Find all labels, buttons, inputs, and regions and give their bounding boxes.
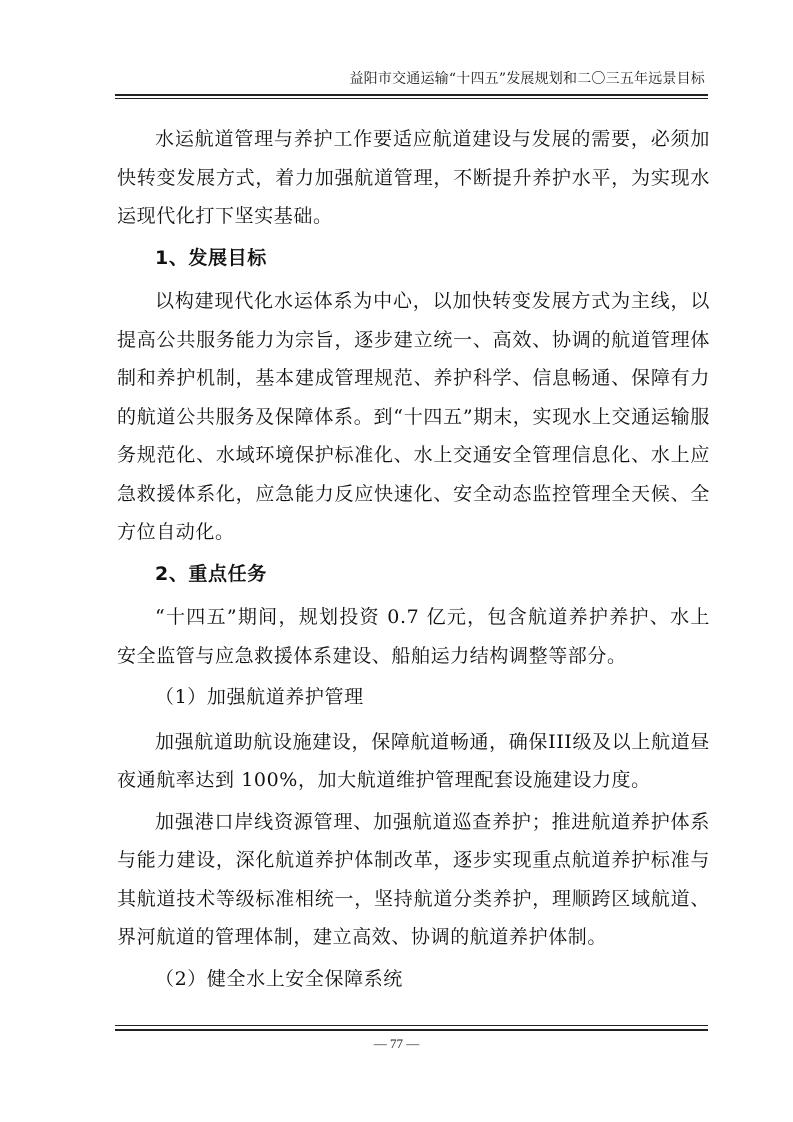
paragraph-goals: 以构建现代化水运体系为中心，以加快转变发展方式为主线，以提高公共服务能力为宗旨，逐步建立统一、高效、协调的航道管理体制和养护机制，基本建成管理规范、养护科学、信息畅通、保障有力的航道公共服务及保障体系。到“十四五”期末，实现水上交通运输服务规范化、水域环境保护标准化、水上交通安全管理信息化、水上应急救援体系化，应急能力反应快速化、安全动态监控管理全天候、全方位自动化。	[117, 290, 710, 543]
footer-rule-thick	[115, 1029, 708, 1031]
header-rule-thick	[115, 94, 708, 96]
running-header-title: 益阳市交通运输“十四五”发展规划和二〇三五年远景目标	[349, 71, 705, 87]
page-body	[117, 120, 710, 1004]
header-rule-thin	[115, 98, 708, 99]
subsection-heading-water-safety: （2）健全水上安全保障系统	[155, 967, 403, 990]
section-heading-development-goals: 1、发展目标	[155, 246, 267, 269]
paragraph-navigation-aids: 加强航道助航设施建设，保障航道畅通，确保III级及以上航道昼夜通航率达到 100%，加大航道维护管理配套设施建设力度。	[117, 730, 710, 791]
subsection-heading-channel-maintenance: （1）加强航道养护管理	[155, 686, 364, 708]
page-number: — 77 —	[373, 1036, 420, 1051]
footer-rule-thin	[115, 1025, 708, 1026]
paragraph-intro: 水运航道管理与养护工作要适应航道建设与发展的需要，必须加快转变发展方式，着力加强航道管理，不断提升养护水平，为实现水运现代化打下坚实基础。	[117, 128, 710, 227]
paragraph-port-shoreline: 加强港口岸线资源管理、加强航道巡查养护；推进航道养护体系与能力建设，深化航道养护体制改革，逐步实现重点航道养护标准与其航道技术等级标准相统一，坚持航道分类养护，理顺跨区域航道、界河航道的管理体制，建立高效、协调的航道养护体制。	[117, 810, 710, 948]
section-heading-key-tasks: 2、重点任务	[155, 562, 267, 585]
paragraph-investment: “十四五”期间，规划投资 0.7 亿元，包含航道养护养护、水上安全监管与应急救援体系建设、船舶运力结构调整等部分。	[117, 606, 710, 667]
